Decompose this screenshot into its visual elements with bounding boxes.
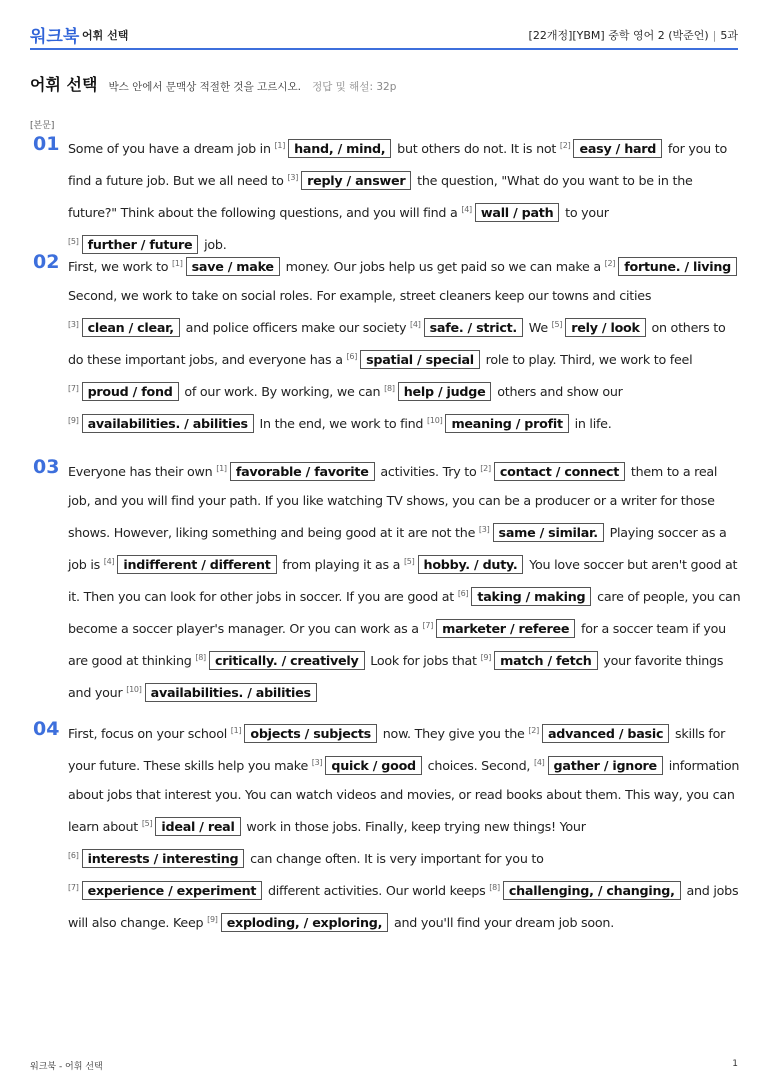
choice-box[interactable]: hand, / mind, bbox=[288, 139, 391, 158]
passage-text-segment: on others to do these important jobs, and everyone has a bbox=[68, 320, 726, 367]
choice-number: [3] bbox=[311, 758, 323, 767]
choice-box[interactable]: availabilities. / abilities bbox=[145, 683, 317, 702]
choice-number: [3] bbox=[68, 320, 79, 329]
passage-text-segment: activities. Try to bbox=[376, 464, 481, 479]
passage-text-segment: the question, "What do you want to be in the future?" Think about the following questions, and you will find a bbox=[68, 173, 693, 220]
vocab-choice bbox=[68, 851, 246, 866]
choice-number: [4] bbox=[461, 205, 472, 214]
vocab-choice bbox=[410, 320, 525, 335]
choice-number: [7] bbox=[422, 621, 434, 630]
passage-text-segment: Second, we work to take on social roles. For example, street cleaners keep our towns and cities bbox=[68, 288, 652, 303]
choice-number: [1] bbox=[172, 259, 183, 268]
passage-text-segment: can change often. It is very important for you to bbox=[246, 851, 544, 866]
choice-number: [5] bbox=[551, 320, 563, 329]
passage-text-segment: job. bbox=[200, 237, 227, 252]
passage-text-segment: and police officers make our society bbox=[181, 320, 410, 335]
passage-text-segment: choices. Second, bbox=[423, 758, 534, 773]
choice-box[interactable]: favorable / favorite bbox=[230, 462, 375, 481]
choice-box[interactable]: hobby. / duty. bbox=[418, 555, 524, 574]
passage-text-segment: In the end, we work to find bbox=[255, 416, 428, 431]
vocab-choice bbox=[172, 259, 282, 274]
choice-number: [2] bbox=[604, 259, 616, 268]
brand-title: 워크북 bbox=[30, 27, 80, 47]
choice-box[interactable]: objects / subjects bbox=[244, 724, 377, 743]
passage-text-segment: Look for jobs that bbox=[366, 653, 481, 668]
page-title: 어휘 선택 bbox=[30, 75, 98, 94]
passage-text-segment: different activities. Our world keeps bbox=[264, 883, 490, 898]
choice-box[interactable]: proud / fond bbox=[82, 382, 179, 401]
choice-number: [6] bbox=[346, 352, 358, 361]
choice-box[interactable]: availabilities. / abilities bbox=[82, 414, 254, 433]
vocab-choice bbox=[207, 915, 390, 930]
page-header bbox=[30, 22, 738, 50]
page-number: 1 bbox=[732, 1059, 738, 1069]
choice-number: [5] bbox=[141, 819, 153, 828]
choice-box[interactable]: ideal / real bbox=[155, 817, 240, 836]
vocab-choice bbox=[560, 141, 664, 156]
choice-box[interactable]: experience / experiment bbox=[82, 881, 263, 900]
passage-number: 01 bbox=[33, 133, 60, 155]
passage-number: 04 bbox=[33, 718, 60, 740]
choice-number: [1] bbox=[230, 726, 242, 735]
instruction-text: 박스 안에서 문맥상 적절한 것을 고르시오. bbox=[108, 81, 301, 93]
choice-number: [10] bbox=[427, 416, 443, 425]
choice-number: [8] bbox=[195, 653, 206, 662]
choice-number: [3] bbox=[478, 525, 490, 534]
vocab-choice bbox=[528, 726, 671, 741]
vocab-choice bbox=[231, 726, 379, 741]
choice-number: [4] bbox=[103, 557, 115, 566]
lesson-label: 5과 bbox=[720, 29, 738, 42]
choice-box[interactable]: meaning / profit bbox=[445, 414, 568, 433]
passage-text-segment: We bbox=[524, 320, 552, 335]
choice-box[interactable]: quick / good bbox=[325, 756, 422, 775]
choice-number: [4] bbox=[533, 758, 545, 767]
vocab-choice bbox=[480, 464, 627, 479]
choice-number: [9] bbox=[68, 416, 79, 425]
passage-text bbox=[68, 454, 742, 707]
vocab-choice bbox=[142, 819, 243, 834]
choice-number: [1] bbox=[274, 141, 286, 150]
choice-box[interactable]: marketer / referee bbox=[436, 619, 575, 638]
choice-box[interactable]: advanced / basic bbox=[542, 724, 669, 743]
passage-number: 02 bbox=[33, 251, 60, 273]
vocab-choice bbox=[104, 557, 279, 572]
passage-number: 03 bbox=[33, 456, 60, 478]
passage-text-segment: for you to find a future job. But we all need to bbox=[68, 141, 727, 188]
passage-text-segment: skills for your future. These skills help you make bbox=[68, 726, 726, 773]
passage-04 bbox=[30, 716, 742, 937]
passage-text-segment: care of people, you can become a soccer player's manager. Or you can work as a bbox=[68, 589, 741, 636]
choice-number: [6] bbox=[68, 851, 79, 860]
choice-number: [8] bbox=[384, 384, 395, 393]
choice-box[interactable]: easy / hard bbox=[573, 139, 662, 158]
passage-text bbox=[68, 131, 742, 259]
choice-box[interactable]: gather / ignore bbox=[548, 756, 663, 775]
passage-01 bbox=[30, 131, 742, 259]
vocab-choice bbox=[195, 653, 366, 668]
choice-number: [8] bbox=[489, 883, 500, 892]
choice-box[interactable]: spatial / special bbox=[360, 350, 480, 369]
passage-text-segment: Some of you have a dream job in bbox=[68, 141, 275, 156]
vocab-choice bbox=[489, 883, 682, 898]
choice-number: [2] bbox=[480, 464, 491, 473]
passage-text-segment: for a soccer team if you are good at thinking bbox=[68, 621, 726, 668]
vocab-choice bbox=[404, 557, 526, 572]
passage-text-segment: them to a real job, and you will find your path. If you like watching TV shows, you can be a producer or a writer for those shows. However, liking something and being good at it are not the bbox=[68, 464, 718, 540]
passage-text-segment: First, we work to bbox=[68, 259, 172, 274]
passage-text-segment: but others do not. It is not bbox=[393, 141, 560, 156]
choice-box[interactable]: further / future bbox=[82, 235, 199, 254]
vocab-choice bbox=[347, 352, 482, 367]
passage-03 bbox=[30, 454, 742, 707]
choice-number: [7] bbox=[68, 883, 79, 892]
choice-number: [5] bbox=[68, 237, 79, 246]
passage-text-segment: to your bbox=[561, 205, 609, 220]
choice-number: [3] bbox=[287, 173, 299, 182]
passage-text-segment: and you'll find your dream job soon. bbox=[390, 915, 614, 930]
choice-box[interactable]: critically. / creatively bbox=[209, 651, 365, 670]
choice-box[interactable]: safe. / strict. bbox=[424, 318, 523, 337]
vocab-choice bbox=[126, 685, 319, 700]
choice-box[interactable]: help / judge bbox=[398, 382, 492, 401]
vocab-choice bbox=[458, 589, 594, 604]
vocab-choice bbox=[312, 758, 424, 773]
course-info bbox=[529, 27, 738, 43]
choice-box[interactable]: match / fetch bbox=[494, 651, 597, 670]
choice-number: [1] bbox=[216, 464, 227, 473]
passage-text-segment: role to play. Third, we work to feel bbox=[481, 352, 693, 367]
choice-box[interactable]: save / make bbox=[186, 257, 280, 276]
choice-box[interactable]: reply / answer bbox=[301, 171, 411, 190]
answer-reference: 정답 및 해설: 32p bbox=[312, 81, 397, 93]
vocab-choice bbox=[605, 259, 739, 274]
section-label: [본문] bbox=[30, 121, 55, 131]
choice-box[interactable]: challenging, / changing, bbox=[503, 881, 681, 900]
passage-text-segment: now. They give you the bbox=[378, 726, 529, 741]
vocab-choice bbox=[216, 464, 376, 479]
vocab-choice bbox=[68, 883, 264, 898]
passage-text bbox=[68, 249, 742, 438]
passage-text-segment: from playing it as a bbox=[278, 557, 404, 572]
choice-number: [10] bbox=[126, 685, 142, 694]
passage-text-segment: Everyone has their own bbox=[68, 464, 217, 479]
vocab-choice bbox=[427, 416, 571, 431]
choice-number: [6] bbox=[457, 589, 469, 598]
passage-text bbox=[68, 716, 742, 937]
vocab-choice bbox=[68, 416, 256, 431]
passage-text-segment: information about jobs that interest you. You can watch videos and movies, or read books about them. This way, you can learn about bbox=[68, 758, 740, 834]
passage-text-segment: money. Our jobs help us get paid so we can make a bbox=[281, 259, 605, 274]
passage-02 bbox=[30, 249, 742, 438]
choice-box[interactable]: interests / interesting bbox=[82, 849, 245, 868]
choice-number: [5] bbox=[403, 557, 415, 566]
passage-text-segment: in life. bbox=[570, 416, 612, 431]
vocab-choice bbox=[68, 320, 182, 335]
course-name: [22개정][YBM] 중학 영어 2 (박준언) bbox=[528, 29, 709, 42]
vocab-choice bbox=[384, 384, 493, 399]
passage-text-segment: work in those jobs. Finally, keep trying new things! Your bbox=[242, 819, 586, 834]
title-row bbox=[30, 72, 396, 95]
passage-text-segment: and jobs will also change. Keep bbox=[68, 883, 739, 930]
passage-text-segment: You love soccer but aren't good at it. Then you can look for other jobs in soccer. If you are good at bbox=[68, 557, 738, 604]
choice-box[interactable]: indifferent / different bbox=[117, 555, 276, 574]
vocab-choice bbox=[552, 320, 648, 335]
vocab-choice bbox=[287, 173, 413, 188]
header-subtitle: 어휘 선택 bbox=[82, 29, 129, 42]
choice-number: [7] bbox=[68, 384, 79, 393]
choice-box[interactable]: taking / making bbox=[471, 587, 591, 606]
choice-box[interactable]: exploding, / exploring, bbox=[221, 913, 389, 932]
choice-number: [4] bbox=[409, 320, 421, 329]
vocab-choice bbox=[534, 758, 665, 773]
choice-box[interactable]: wall / path bbox=[475, 203, 559, 222]
header-divider: | bbox=[712, 29, 717, 42]
choice-number: [9] bbox=[480, 653, 492, 662]
choice-box[interactable]: fortune. / living bbox=[618, 257, 737, 276]
choice-number: [2] bbox=[528, 726, 539, 735]
passage-text-segment: others and show our bbox=[493, 384, 623, 399]
passage-text-segment: of our work. By working, we can bbox=[180, 384, 385, 399]
vocab-choice bbox=[275, 141, 394, 156]
choice-box[interactable]: rely / look bbox=[565, 318, 645, 337]
footer-label: 워크북 - 어휘 선택 bbox=[30, 1062, 103, 1072]
vocab-choice bbox=[481, 653, 600, 668]
passage-text-segment: your favorite things and your bbox=[68, 653, 724, 700]
choice-box[interactable]: same / similar. bbox=[493, 523, 604, 542]
passage-text-segment: First, focus on your school bbox=[68, 726, 231, 741]
vocab-choice bbox=[68, 384, 181, 399]
vocab-choice bbox=[479, 525, 606, 540]
vocab-choice bbox=[423, 621, 578, 636]
choice-box[interactable]: contact / connect bbox=[494, 462, 625, 481]
choice-box[interactable]: clean / clear, bbox=[82, 318, 180, 337]
choice-number: [9] bbox=[207, 915, 218, 924]
passage-text-segment: Playing soccer as a job is bbox=[68, 525, 727, 572]
choice-number: [2] bbox=[559, 141, 571, 150]
vocab-choice bbox=[461, 205, 561, 220]
